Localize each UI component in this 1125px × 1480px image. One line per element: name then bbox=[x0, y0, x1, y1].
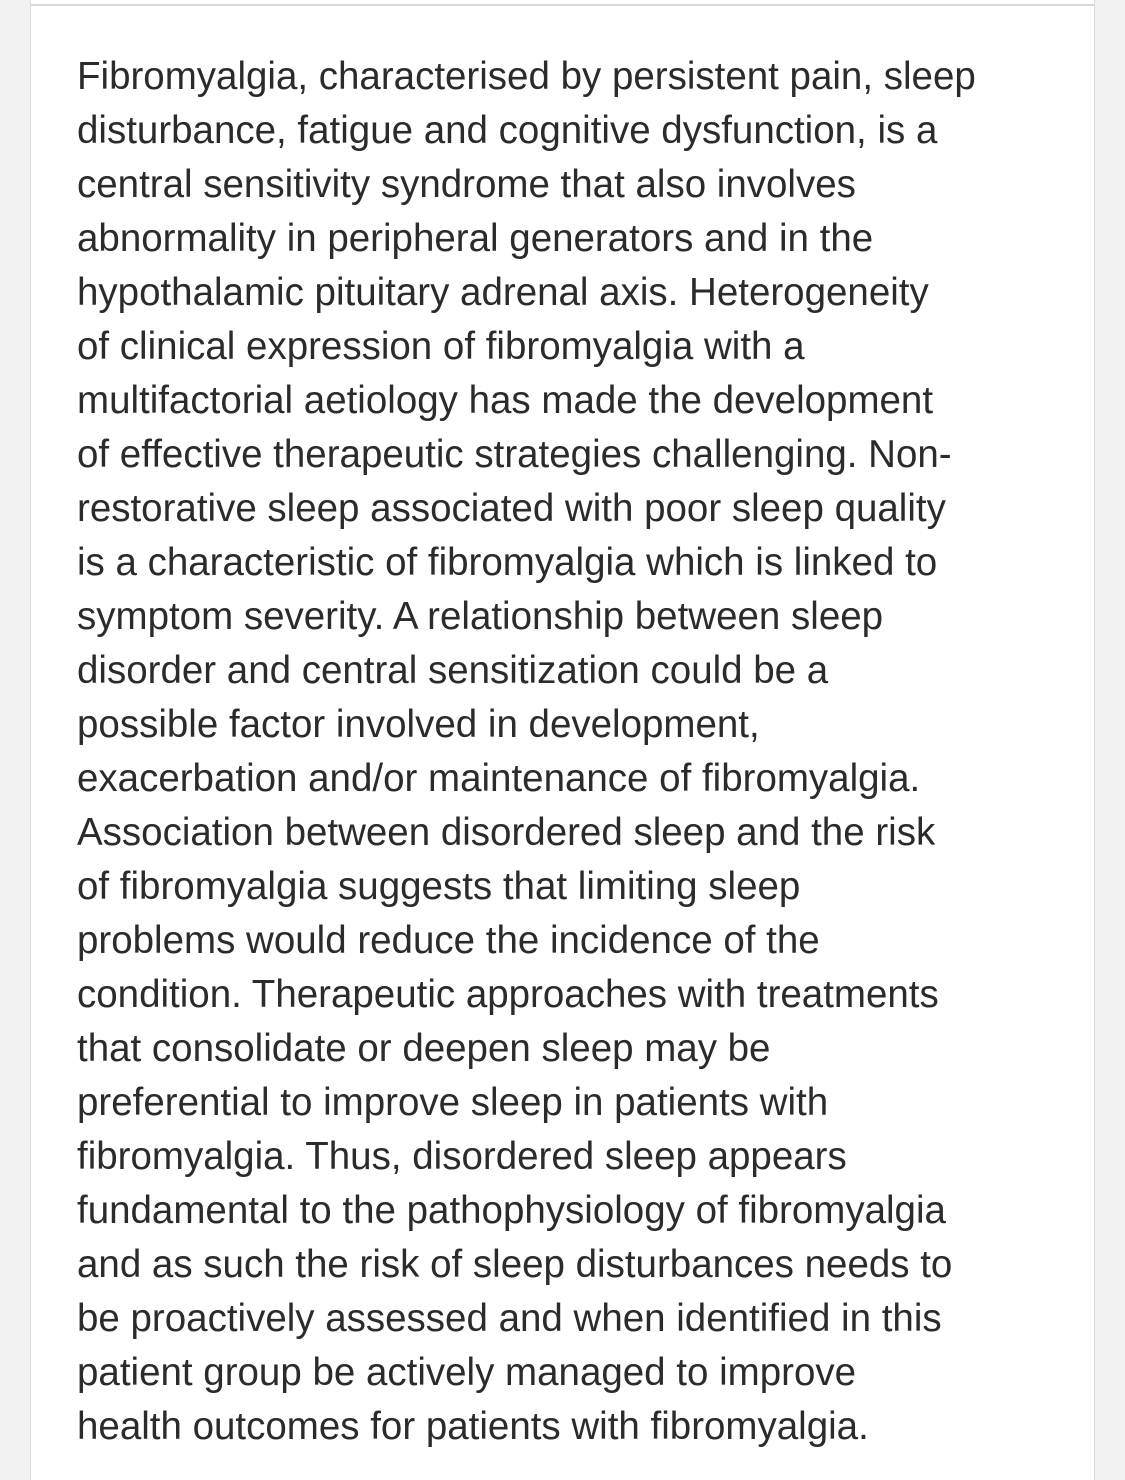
abstract-line: multifactorial aetiology has made the development bbox=[77, 379, 934, 422]
document-page bbox=[30, 0, 1095, 1480]
abstract-line: and as such the risk of sleep disturbances needs to bbox=[77, 1243, 953, 1286]
abstract-line: disorder and central sensitization could be a bbox=[77, 649, 829, 692]
abstract-paragraph bbox=[77, 50, 1067, 1454]
abstract-line: hypothalamic pituitary adrenal axis. Heterogeneity bbox=[77, 271, 929, 314]
abstract-line: central sensitivity syndrome that also involves bbox=[77, 163, 856, 206]
abstract-line: fundamental to the pathophysiology of fibromyalgia bbox=[77, 1189, 946, 1232]
abstract-line: disturbance, fatigue and cognitive dysfunction, is a bbox=[77, 109, 938, 152]
top-divider bbox=[31, 4, 1094, 6]
abstract-line: of effective therapeutic strategies challenging. Non- bbox=[77, 433, 952, 476]
abstract-line: is a characteristic of fibromyalgia which is linked to bbox=[77, 541, 938, 584]
abstract-line: of fibromyalgia suggests that limiting sleep bbox=[77, 865, 801, 908]
abstract-line: health outcomes for patients with fibromyalgia. bbox=[77, 1405, 869, 1448]
abstract-line: patient group be actively managed to improve bbox=[77, 1351, 857, 1394]
abstract-line: restorative sleep associated with poor sleep quality bbox=[77, 487, 946, 530]
abstract-line: symptom severity. A relationship between sleep bbox=[77, 595, 884, 638]
abstract-line: preferential to improve sleep in patients with bbox=[77, 1081, 829, 1124]
abstract-line: possible factor involved in development, bbox=[77, 703, 760, 746]
abstract-line: condition. Therapeutic approaches with treatments bbox=[77, 973, 939, 1016]
abstract-line: exacerbation and/or maintenance of fibromyalgia. bbox=[77, 757, 921, 800]
abstract-line: fibromyalgia. Thus, disordered sleep appears bbox=[77, 1135, 847, 1178]
abstract-line: be proactively assessed and when identified in this bbox=[77, 1297, 942, 1340]
abstract-line: problems would reduce the incidence of the bbox=[77, 919, 820, 962]
abstract-line: that consolidate or deepen sleep may be bbox=[77, 1027, 771, 1070]
abstract-line: abnormality in peripheral generators and in the bbox=[77, 217, 874, 260]
abstract-line: of clinical expression of fibromyalgia with a bbox=[77, 325, 805, 368]
abstract-line: Fibromyalgia, characterised by persistent pain, sleep bbox=[77, 55, 976, 98]
abstract-line: Association between disordered sleep and the risk bbox=[77, 811, 936, 854]
